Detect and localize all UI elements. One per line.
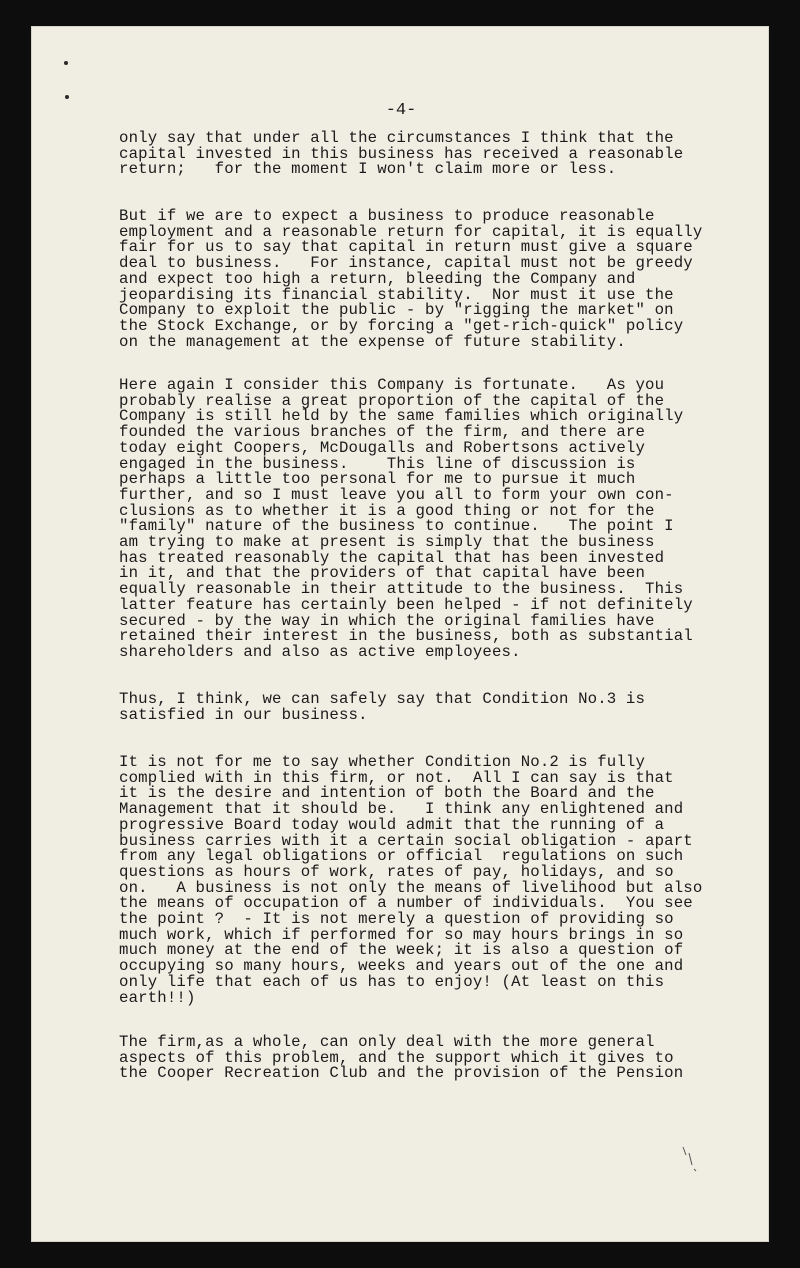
text-line: But if we are to expect a business to produce reasonable [119, 207, 655, 225]
text-line: Company to exploit the public - by "rigging the market" on [119, 301, 674, 320]
text-line: Company is still held by the same families which originally [119, 407, 684, 426]
document-page [31, 26, 769, 1242]
paragraph [119, 378, 693, 661]
text-line: earth!!) [119, 988, 196, 1007]
text-line: secured - by the way in which the original families have [119, 611, 655, 630]
text-line: shareholders and also as active employees. [119, 642, 521, 661]
text-line: perhaps a little too personal for me to pursue it much [119, 470, 636, 489]
text-line: occupying so many hours, weeks and years out of the one and [119, 957, 684, 976]
text-line: the Cooper Recreation Club and the provision of the Pension [119, 1064, 684, 1083]
text-line: founded the various branches of the firm, and there are [119, 423, 646, 442]
text-line: progressive Board today would admit that the running of a [119, 815, 665, 834]
text-line: on. A business is not only the means of livelihood but also [119, 878, 703, 897]
text-line: much work, which if performed for so may hours brings in so [119, 925, 684, 944]
text-line: jeopardising its financial stability. Nor must it use the [119, 285, 674, 304]
text-line: retained their interest in the business, both as substantial [119, 627, 693, 646]
text-line: The firm,as a whole, can only deal with the more general [119, 1033, 655, 1051]
text-line: deal to business. For instance, capital must not be greedy [119, 254, 693, 273]
punch-hole-mark [64, 61, 68, 65]
text-line: return; for the moment I won't claim more or less. [119, 160, 617, 179]
pen-mark [680, 1145, 700, 1173]
text-line: aspects of this problem, and the support which it gives to [119, 1048, 674, 1067]
text-line: only say that under all the circumstances I think that the [119, 129, 674, 147]
text-line: the means of occupation of a number of individuals. You see [119, 894, 693, 913]
paragraph [119, 692, 645, 723]
text-line: employment and a reasonable return for capital, it is equally [119, 222, 703, 241]
paragraph [119, 1035, 683, 1082]
text-line: latter feature has certainly been helped - if not definitely [119, 595, 693, 614]
text-line: fair for us to say that capital in return must give a square [119, 238, 693, 257]
text-line: Management that it should be. I think any enlightened and [119, 800, 684, 819]
text-line: capital invested in this business has received a reasonable [119, 144, 684, 163]
text-line: from any legal obligations or official regulations on such [119, 847, 684, 866]
text-line: clusions as to whether it is a good thing or not for the [119, 501, 655, 520]
text-line: in it, and that the providers of that capital have been [119, 564, 646, 583]
text-line: has treated reasonably the capital that has been invested [119, 548, 665, 567]
text-line: it is the desire and intention of both the Board and the [119, 784, 655, 803]
text-line: questions as hours of work, rates of pay, holidays, and so [119, 862, 674, 881]
text-line: equally reasonable in their attitude to the business. This [119, 580, 684, 599]
text-line: the point ? - It is not merely a question of providing so [119, 910, 674, 929]
text-line: Here again I consider this Company is fortunate. As you [119, 376, 665, 394]
text-line: only life that each of us has to enjoy! (At least on this [119, 972, 665, 991]
text-line: Thus, I think, we can safely say that Condition No.3 is [119, 690, 646, 708]
text-line: engaged in the business. This line of discussion is [119, 454, 636, 473]
text-line: probably realise a great proportion of the capital of the [119, 391, 665, 410]
text-line: and expect too high a return, bleeding the Company and [119, 269, 636, 288]
paragraph [119, 209, 702, 350]
text-line: "family" nature of the business to continue. The point I [119, 517, 674, 536]
paragraph [119, 755, 702, 1006]
punch-hole-mark [65, 95, 69, 99]
paragraph [119, 131, 683, 178]
text-line: business carries with it a certain social obligation - apart [119, 831, 693, 850]
text-line: on the management at the expense of future stability. [119, 332, 626, 351]
text-line: satisfied in our business. [119, 705, 368, 724]
text-line: am trying to make at present is simply that the business [119, 533, 655, 552]
page-number: -4- [385, 101, 417, 120]
text-line: today eight Coopers, McDougalls and Robertsons actively [119, 438, 646, 457]
text-line: the Stock Exchange, or by forcing a "get-rich-quick" policy [119, 316, 684, 335]
text-line: much money at the end of the week; it is also a question of [119, 941, 684, 960]
text-line: further, and so I must leave you all to form your own con- [119, 485, 674, 504]
text-line: It is not for me to say whether Condition No.2 is fully [119, 753, 646, 771]
text-line: complied with in this firm, or not. All I can say is that [119, 768, 674, 787]
